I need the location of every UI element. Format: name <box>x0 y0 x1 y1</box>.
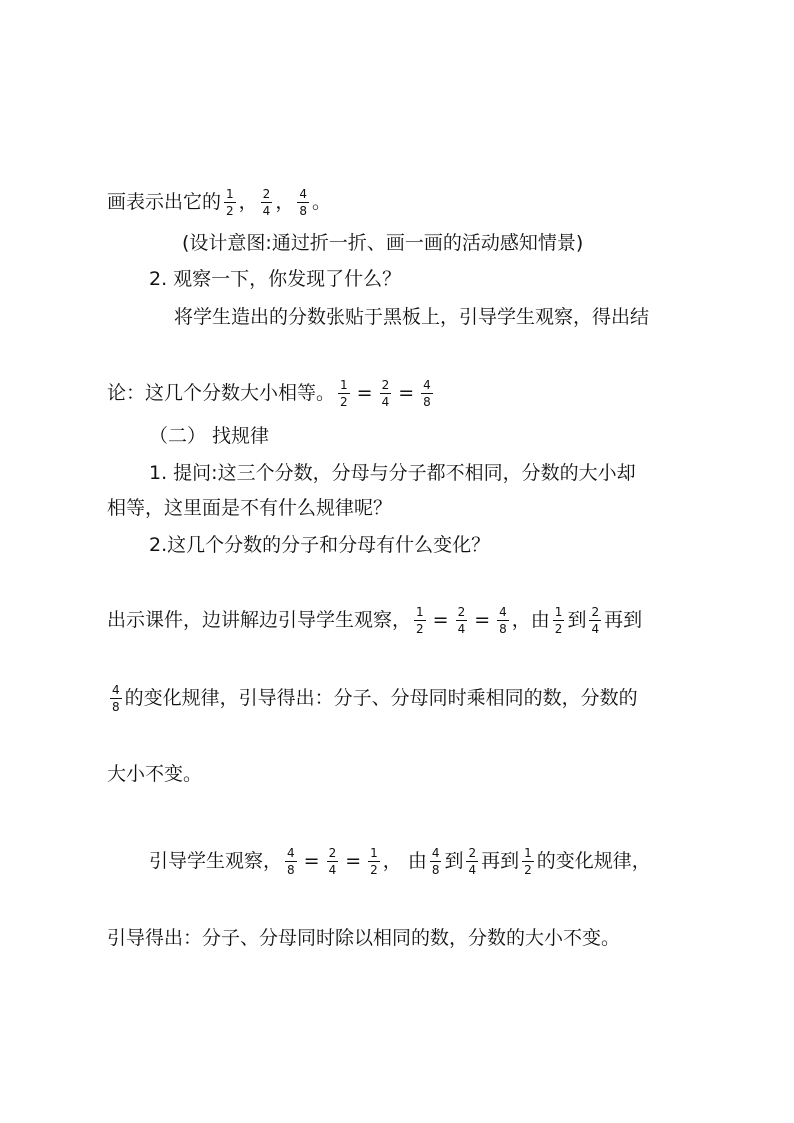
observe-text: 引导学生观察， <box>149 850 283 872</box>
line-conclusion <box>107 379 436 408</box>
comma: ， <box>238 191 258 213</box>
paragraph-post-fractions: 将学生造出的分数张贴于黑板上，引导学生观察，得出结 <box>174 306 650 328</box>
line-divide-rule: 引导得出：分子、分母同时除以相同的数，分数的大小不变。 <box>107 927 621 949</box>
line-courseware <box>107 606 642 635</box>
question-1-cont: 相等，这里面是不有什么规律呢？ <box>107 497 393 519</box>
multiply-rule-text: 的变化规律，引导得出：分子、分母同时乘相同的数，分数的 <box>124 687 638 709</box>
fraction-4-8: $\frac{4}{8}$ <box>431 846 440 877</box>
fraction-2-4: $\frac{2}{4}$ <box>457 605 466 636</box>
text-to: 到 <box>567 609 587 631</box>
fraction-2-4: $\frac{2}{4}$ <box>328 846 337 877</box>
fraction-1-2: $\frac{1}{2}$ <box>370 846 378 877</box>
courseware-text: 出示课件，边讲解边引导学生观察， <box>107 609 412 631</box>
line-1-text: 画表示出它的 <box>107 191 222 213</box>
fraction-2-4: $\frac{2}{4}$ <box>591 605 600 636</box>
line-observe-2 <box>149 847 651 876</box>
fraction-4-8: $\frac{4}{8}$ <box>499 605 507 636</box>
fraction-2-4: $\frac{2}{4}$ <box>262 187 271 218</box>
period: 。 <box>311 191 331 213</box>
fraction-2-4: $\frac{2}{4}$ <box>381 378 390 409</box>
fraction-1-2: $\frac{1}{2}$ <box>226 187 234 218</box>
fraction-4-8: $\frac{4}{8}$ <box>423 378 431 409</box>
fraction-4-8: $\frac{4}{8}$ <box>299 187 307 218</box>
text-again: 再到 <box>481 850 520 872</box>
text-again: 再到 <box>604 609 643 631</box>
line-multiply-rule <box>107 684 638 713</box>
fraction-1-2: $\frac{1}{2}$ <box>416 605 424 636</box>
fraction-2-4: $\frac{2}{4}$ <box>468 846 477 877</box>
equals-sign: = <box>356 382 373 404</box>
section-heading-find-pattern: （二） 找规律 <box>149 425 270 447</box>
text-you: ， 由 <box>382 850 427 872</box>
equals-sign: = <box>474 609 491 631</box>
text-to: 到 <box>444 850 464 872</box>
equals-sign: = <box>303 850 320 872</box>
text-you: ，由 <box>511 609 550 631</box>
comma: ， <box>275 191 295 213</box>
fraction-1-2: $\frac{1}{2}$ <box>554 605 563 636</box>
question-observe: 2. 观察一下，你发现了什么？ <box>149 268 402 290</box>
conclusion-text: 论：这几个分数大小相等。 <box>107 382 336 404</box>
equals-sign: = <box>398 382 415 404</box>
rule-text: 的变化规律， <box>536 850 651 872</box>
question-2: 2.这几个分数的分子和分母有什么变化？ <box>149 534 491 556</box>
fraction-1-2: $\frac{1}{2}$ <box>524 846 532 877</box>
line-1 <box>107 188 331 217</box>
fraction-4-8: $\frac{4}{8}$ <box>287 846 295 877</box>
fraction-4-8: $\frac{4}{8}$ <box>112 683 120 714</box>
design-intent-note: (设计意图:通过折一折、画一画的活动感知情景) <box>182 232 584 254</box>
question-1: 1. 提问:这三个分数，分母与分子都不相同，分数的大小却 <box>149 462 636 484</box>
fraction-1-2: $\frac{1}{2}$ <box>340 378 348 409</box>
equals-sign: = <box>432 609 449 631</box>
line-size-unchanged: 大小不变。 <box>107 763 203 785</box>
equals-sign: = <box>345 850 362 872</box>
